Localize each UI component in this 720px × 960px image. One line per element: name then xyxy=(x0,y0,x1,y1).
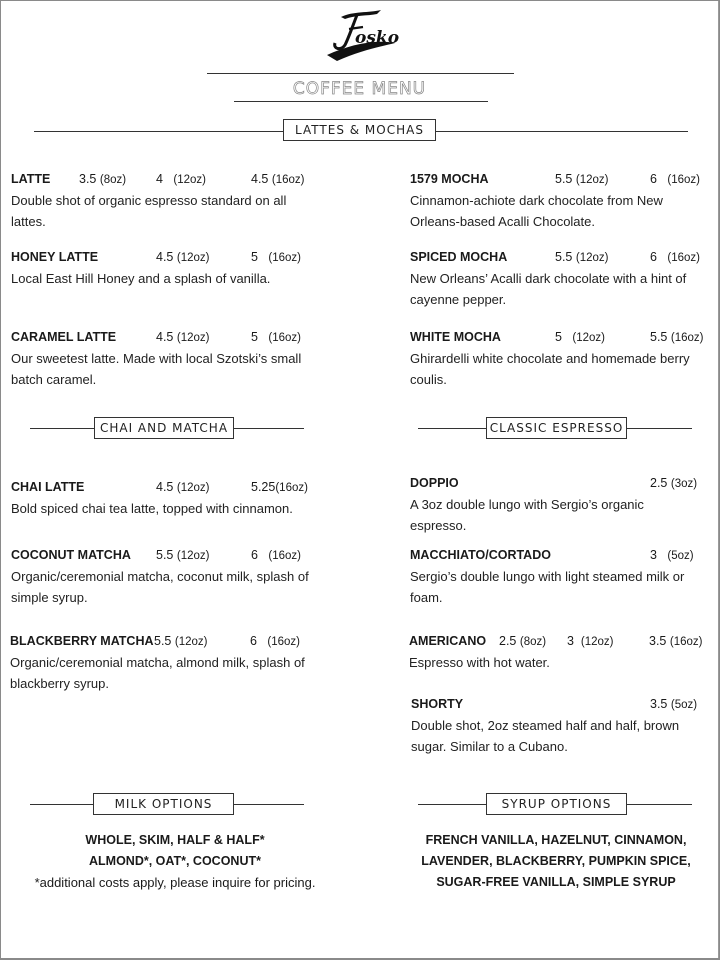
item-size: (8oz) xyxy=(99,174,127,186)
item-price-value: 5.5 xyxy=(555,172,573,186)
item-size: (12oz) xyxy=(572,332,605,344)
item-price-value: 5 xyxy=(251,330,258,344)
item-price xyxy=(555,247,608,269)
title-top-rule xyxy=(207,73,514,74)
item-name: 1579 MOCHA xyxy=(410,172,489,186)
item-price-value: 5 xyxy=(251,250,258,264)
item-size: (12oz) xyxy=(580,636,614,648)
item-size: (12oz) xyxy=(176,482,210,494)
item-size: (3oz) xyxy=(670,478,698,490)
milk-options-line: WHOLE, SKIM, HALF & HALF* xyxy=(85,833,265,847)
item-name: BLACKBERRY MATCHA xyxy=(10,634,154,648)
item-price xyxy=(650,545,694,567)
item-name: CHAI LATTE xyxy=(11,480,85,494)
item-description: Organic/ceremonial matcha, almond milk, splash of blackberry syrup. xyxy=(10,655,305,691)
item-price-value: 3.5 xyxy=(79,172,97,186)
item-size: (16oz) xyxy=(268,550,301,562)
section-chai-matcha: CHAI AND MATCHA xyxy=(94,417,234,439)
item-size: (16oz) xyxy=(667,174,700,186)
item-description: A 3oz double lungo with Sergio’s organic espresso. xyxy=(410,497,644,533)
item-size: (16oz) xyxy=(271,174,305,186)
item-price-value: 4.5 xyxy=(251,172,269,186)
item-price-value: 3.5 xyxy=(650,697,668,711)
item-name: CARAMEL LATTE xyxy=(11,330,117,344)
item-price xyxy=(156,477,209,499)
item-name: DOPPIO xyxy=(410,476,459,490)
section-classic-espresso: CLASSIC ESPRESSO xyxy=(486,417,627,439)
item-price xyxy=(251,545,301,567)
item-price-value: 3 xyxy=(567,634,574,648)
menu-item-blackberry-matcha xyxy=(10,631,320,694)
milk-options-line: ALMOND*, OAT*, COCONUT* xyxy=(89,854,261,868)
item-price xyxy=(251,327,301,349)
item-price xyxy=(650,327,703,349)
item-size: (12oz) xyxy=(176,252,210,264)
item-price-value: 5 xyxy=(555,330,562,344)
item-description: Bold spiced chai tea latte, topped with cinnamon. xyxy=(11,501,293,516)
item-price xyxy=(156,327,209,349)
menu-page xyxy=(1,1,719,958)
item-price-value: 4.5 xyxy=(156,250,174,264)
item-description: Espresso with hot water. xyxy=(409,655,550,670)
item-name: SPICED MOCHA xyxy=(410,250,508,264)
item-price xyxy=(251,477,308,499)
item-size: (12oz) xyxy=(176,550,210,562)
item-price xyxy=(499,631,546,653)
item-size: (16oz) xyxy=(267,636,300,648)
item-size: (16oz) xyxy=(268,332,301,344)
item-size: (16oz) xyxy=(275,482,308,494)
item-size: (16oz) xyxy=(669,636,703,648)
menu-item-honey-latte xyxy=(11,247,321,289)
item-name: WHITE MOCHA xyxy=(410,330,501,344)
menu-item-1579-mocha xyxy=(410,169,710,232)
fosko-logo xyxy=(319,5,399,63)
section-lattes-mochas: LATTES & MOCHAS xyxy=(283,119,436,141)
item-description: Our sweetest latte. Made with local Szotski’s small batch caramel. xyxy=(11,351,302,387)
item-name: COCONUT MATCHA xyxy=(11,548,131,562)
menu-item-coconut-matcha xyxy=(11,545,321,608)
item-price xyxy=(650,247,700,269)
item-price-value: 6 xyxy=(251,548,258,562)
item-name: SHORTY xyxy=(411,697,464,711)
item-description: Local East Hill Honey and a splash of vanilla. xyxy=(11,271,271,286)
item-price-value: 5.5 xyxy=(555,250,573,264)
item-size: (12oz) xyxy=(575,252,609,264)
item-price-value: 5.5 xyxy=(650,330,668,344)
item-size: (16oz) xyxy=(268,252,301,264)
syrup-options-list xyxy=(401,830,711,893)
item-name: HONEY LATTE xyxy=(11,250,99,264)
item-name: LATTE xyxy=(11,172,51,186)
menu-item-shorty xyxy=(411,694,711,757)
item-description: Double shot of organic espresso standard on all lattes. xyxy=(11,193,287,229)
milk-options-note: *additional costs apply, please inquire for pricing. xyxy=(34,875,316,890)
item-name: AMERICANO xyxy=(409,634,487,648)
item-size: (16oz) xyxy=(670,332,704,344)
item-description: New Orleans’ Acalli dark chocolate with a hint of cayenne pepper. xyxy=(410,271,687,307)
item-price-value: 4.5 xyxy=(156,480,174,494)
item-size: (12oz) xyxy=(176,332,210,344)
item-price-value: 6 xyxy=(250,634,257,648)
item-price-value: 2.5 xyxy=(650,476,668,490)
menu-item-latte xyxy=(11,169,321,232)
item-size: (8oz) xyxy=(519,636,547,648)
menu-item-doppio xyxy=(410,473,710,536)
item-price-value: 3 xyxy=(650,548,657,562)
item-description: Sergio’s double lungo with light steamed milk or foam. xyxy=(410,569,685,605)
item-price-value: 4.5 xyxy=(156,330,174,344)
item-price xyxy=(650,169,700,191)
item-price xyxy=(555,327,605,349)
item-price-value: 5.5 xyxy=(156,548,174,562)
item-size: (5oz) xyxy=(670,699,698,711)
menu-item-chai-latte xyxy=(11,477,321,519)
item-size: (12oz) xyxy=(575,174,609,186)
item-price-value: 5.5 xyxy=(154,634,172,648)
syrup-options-line: SUGAR-FREE VANILLA, SIMPLE SYRUP xyxy=(436,875,676,889)
menu-item-americano xyxy=(409,631,709,673)
item-price xyxy=(650,473,697,495)
item-description: Organic/ceremonial matcha, coconut milk, splash of simple syrup. xyxy=(11,569,309,605)
menu-item-white-mocha xyxy=(410,327,710,390)
menu-title: COFFEE MENU xyxy=(292,79,427,99)
item-size: (12oz) xyxy=(174,636,208,648)
item-price xyxy=(156,169,206,191)
svg-text:osko: osko xyxy=(355,28,399,48)
item-price-value: 4 xyxy=(156,172,163,186)
item-price xyxy=(250,631,300,653)
milk-options-list xyxy=(1,830,349,893)
item-price xyxy=(649,631,702,653)
section-milk-options: MILK OPTIONS xyxy=(93,793,234,815)
item-price xyxy=(79,169,126,191)
title-bottom-rule xyxy=(234,101,488,102)
item-size: (12oz) xyxy=(173,174,206,186)
item-description: Ghirardelli white chocolate and homemade berry coulis. xyxy=(410,351,690,387)
item-description: Cinnamon-achiote dark chocolate from New Orleans-based Acalli Chocolate. xyxy=(410,193,663,229)
syrup-options-line: LAVENDER, BLACKBERRY, PUMPKIN SPICE, xyxy=(421,854,691,868)
item-name: MACCHIATO/CORTADO xyxy=(410,548,551,562)
menu-item-caramel-latte xyxy=(11,327,321,390)
item-price xyxy=(251,169,304,191)
item-price-value: 2.5 xyxy=(499,634,517,648)
item-price-value: 5.25 xyxy=(251,480,276,494)
section-syrup-options: SYRUP OPTIONS xyxy=(486,793,627,815)
menu-item-macchiato-cortado xyxy=(410,545,710,608)
item-price-value: 6 xyxy=(650,250,657,264)
menu-item-spiced-mocha xyxy=(410,247,710,310)
item-price xyxy=(567,631,614,653)
item-price xyxy=(251,247,301,269)
item-price xyxy=(555,169,608,191)
item-size: (16oz) xyxy=(667,252,700,264)
item-price-value: 3.5 xyxy=(649,634,667,648)
item-price xyxy=(156,545,209,567)
syrup-options-line: FRENCH VANILLA, HAZELNUT, CINNAMON, xyxy=(425,833,687,847)
item-price-value: 6 xyxy=(650,172,657,186)
item-size: (5oz) xyxy=(667,550,694,562)
item-description: Double shot, 2oz steamed half and half, brown sugar. Similar to a Cubano. xyxy=(411,718,680,754)
item-price xyxy=(156,247,209,269)
item-price xyxy=(154,631,207,653)
item-price xyxy=(650,694,697,716)
